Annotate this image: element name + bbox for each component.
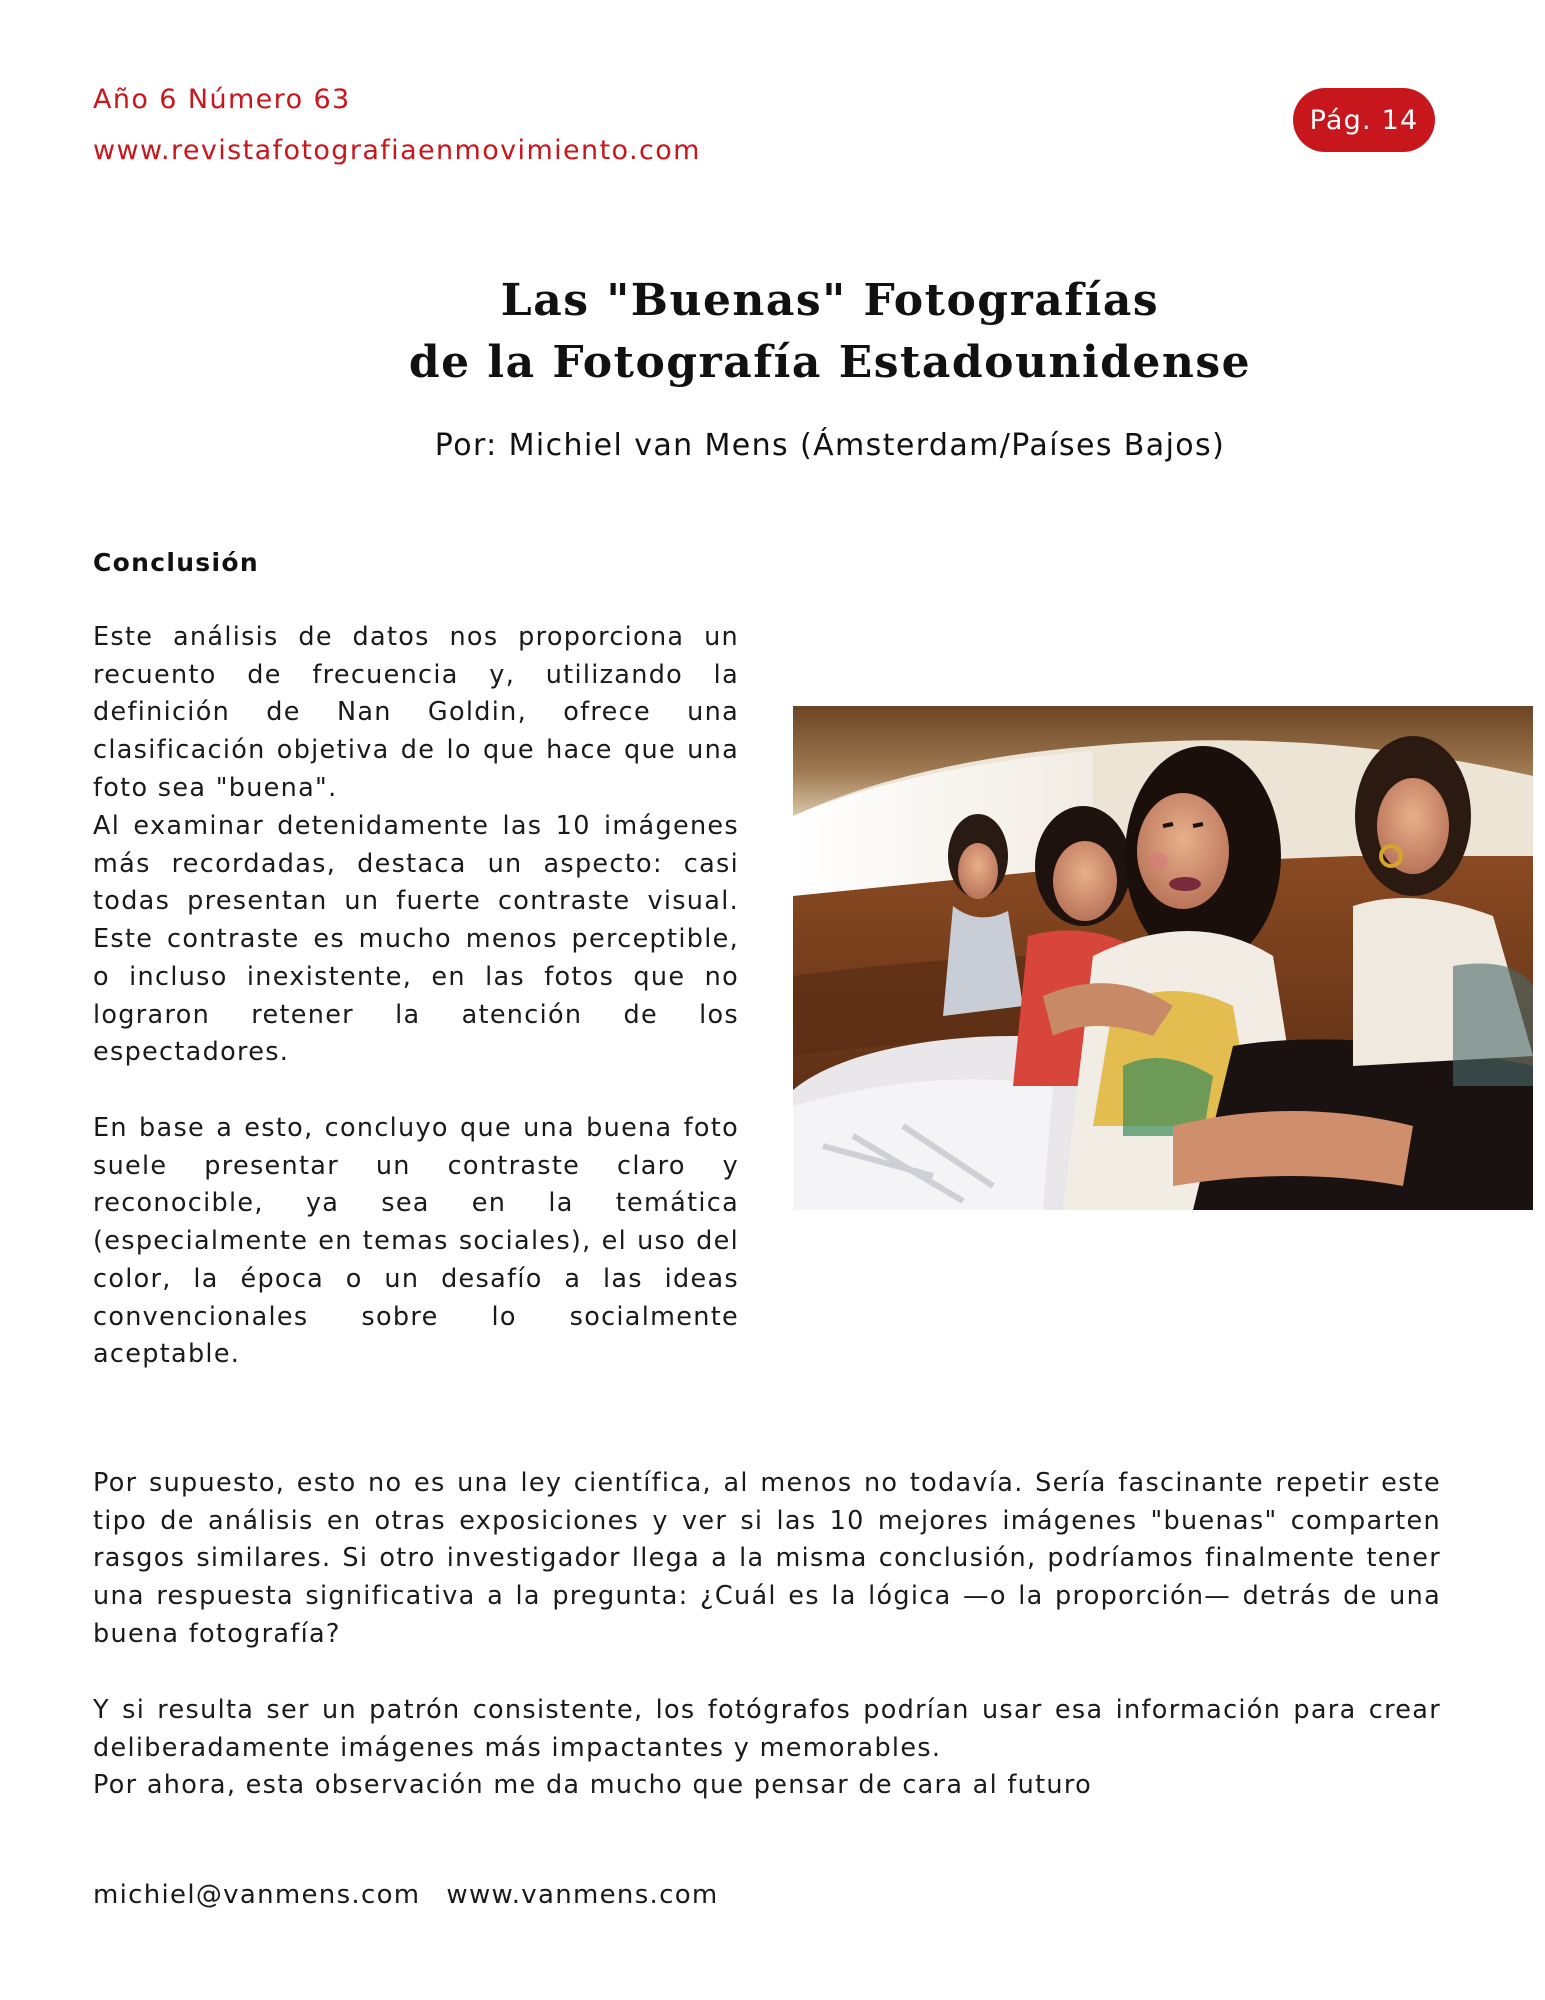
author-email[interactable]: michiel@vanmens.com [93, 1880, 421, 1910]
article-byline: Por: Michiel van Mens (Ámsterdam/Países Bajos) [434, 428, 1226, 463]
body-paragraph-6: Por ahora, esta observación me da mucho que pensar de cara al futuro [93, 1770, 1093, 1800]
issue-label: Año 6 Número 63 [93, 84, 351, 115]
magazine-website[interactable]: www.revistafotografiaenmovimiento.com [93, 135, 701, 166]
footer-contact [93, 1880, 719, 1910]
body-paragraph-5: Y si resulta ser un patrón consistente, los fotógrafos podrían usar esa información para crear deliberadamente imágenes más impactantes y memorables. [93, 1695, 1441, 1763]
page-number-badge: Pág. 14 [1293, 88, 1435, 152]
article-photo [793, 706, 1533, 1210]
body-paragraph-3: En base a esto, concluyo que una buena foto suele presentar un contraste claro y reconocible, ya sea en la temática (especialmente en temas sociales), el uso del color, la época o un desafío a las ideas convencionales sobre lo socialmente aceptable. [93, 1113, 739, 1370]
article-title-line-2: de la Fotografía Estadounidense [408, 337, 1252, 388]
article-title-line-1: Las "Buenas" Fotografías [500, 275, 1160, 326]
body-paragraph-2: Al examinar detenidamente las 10 imágenes más recordadas, destaca un aspecto: casi todas presentan un fuerte contraste visual. Este contraste es mucho menos perceptible, o incluso inexistente, en las fotos que no lograron retener la atención de los espectadores. [93, 811, 739, 1068]
author-website[interactable]: www.vanmens.com [446, 1880, 719, 1910]
body-paragraph-4: Por supuesto, esto no es una ley científica, al menos no todavía. Sería fascinante repetir este tipo de análisis en otras exposiciones y ver si las 10 mejores imágenes "buenas" comparten rasgos similares. Si otro investigador llega a la misma conclusión, podríamos finalmente tener una respuesta significativa a la pregunta: ¿Cuál es la lógica —o la proporción— detrás de una buena fotografía? [93, 1468, 1441, 1649]
section-heading: Conclusión [93, 548, 259, 577]
body-paragraph-1: Este análisis de datos nos proporciona un recuento de frecuencia y, utilizando la definición de Nan Goldin, ofrece una clasificación objetiva de lo que hace que una foto sea "buena". [93, 622, 739, 803]
